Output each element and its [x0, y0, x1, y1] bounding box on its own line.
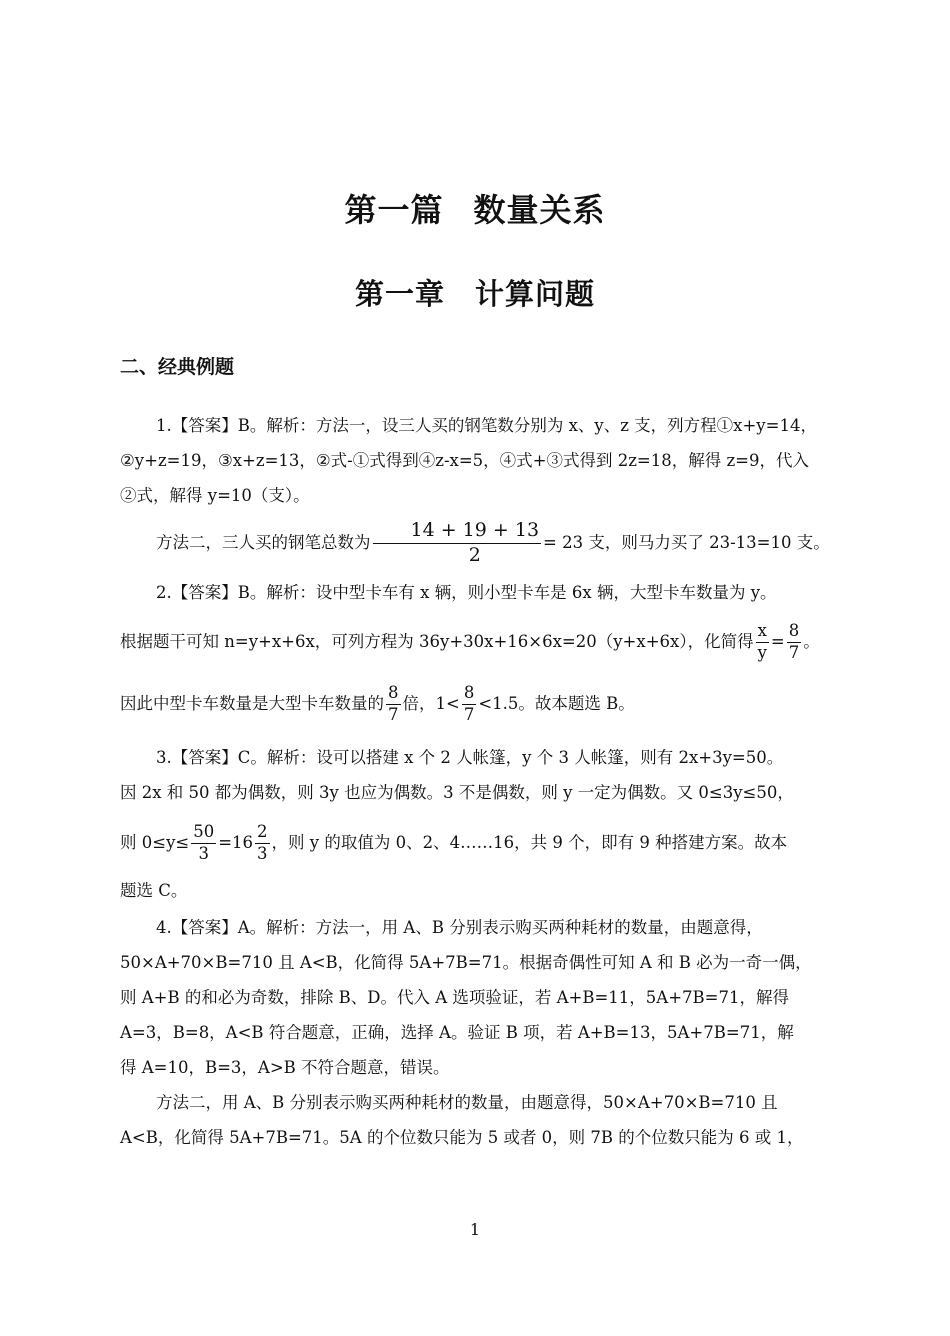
fraction-denominator: 2 — [468, 544, 481, 566]
q4-line-1: 4.【答案】A。解析：方法一，用 A、B 分别表示购买两种耗材的数量，由题意得， — [156, 918, 763, 937]
question-3 — [120, 740, 832, 810]
q2-fraction-ratio — [386, 683, 401, 725]
period: 。 — [803, 632, 820, 651]
fraction-denominator: 7 — [788, 643, 800, 662]
part-title: 第一篇 数量关系 — [344, 191, 606, 229]
fraction-denominator: 3 — [257, 844, 268, 863]
fraction-denominator: 7 — [388, 705, 399, 724]
fraction-numerator: 50 — [191, 822, 216, 844]
fraction-denominator: y — [757, 643, 767, 662]
q1-m2-result: = 23 支，则马力买了 23-13=10 支。 — [543, 533, 830, 552]
q4-line-2: 50×A+70×B=710 且 A<B，化简得 5A+7B=71。根据奇偶性可知 A 和 B 必为一奇一偶， — [120, 953, 812, 972]
q1-line-1: 1.【答案】B。解析：方法一，设三人买的钢笔数分别为 x、y、z 支，列方程①x+y=14， — [156, 416, 817, 435]
question-2 — [120, 575, 832, 610]
question-4 — [120, 910, 832, 1155]
equals-sign: = — [770, 632, 785, 651]
fraction-denominator: 3 — [198, 844, 209, 863]
q3-line-4: 题选 C。 — [120, 881, 188, 900]
q4-method-2-line-2: A<B，化简得 5A+7B=71。5A 的个位数只能为 5 或者 0，则 7B 的个位数只能为 6 或 1， — [120, 1128, 804, 1147]
q3-line-2: 因 2x 和 50 都为偶数，则 3y 也应为偶数。3 不是偶数，则 y 一定为偶数。又 0≤3y≤50， — [120, 783, 794, 802]
q2-fraction-xy — [756, 621, 769, 663]
q2-fraction-bound — [462, 683, 477, 725]
fraction-numerator: 2 — [255, 822, 270, 844]
q4-line-3: 则 A+B 的和必为奇数，排除 B、D。代入 A 选项验证，若 A+B=11，5A+7B=71，解得 — [120, 988, 789, 1007]
question-2-cont — [120, 611, 832, 735]
q3-fraction-50-3 — [191, 822, 216, 864]
q4-line-4: A=3，B=8，A<B 符合题意，正确，选择 A。验证 B 项，若 A+B=13，5A+7B=71，解 — [120, 1023, 794, 1042]
section-heading: 二、经典例题 — [120, 356, 235, 378]
fraction-numerator: 14 + 19 + 13 — [373, 519, 542, 544]
chapter-title: 第一章 计算问题 — [354, 277, 596, 311]
fraction-denominator: 7 — [463, 705, 475, 724]
q4-method-2-line-1: 方法二，用 A、B 分别表示购买两种耗材的数量，由题意得，50×A+70×B=710 且 — [156, 1093, 778, 1112]
q3-line-3-mid: =16 — [218, 833, 254, 852]
question-3-cont — [120, 812, 832, 874]
q2-fraction-8-7 — [787, 621, 802, 663]
q1-line-2: ②y+z=19，③x+z=13，②式-①式得到④z-x=5，④式+③式得到 2z=18，解得 z=9，代入 — [120, 451, 809, 470]
question-3-end — [120, 873, 832, 908]
q3-fraction-2-3 — [255, 822, 270, 864]
q1-m2-text: 方法二，三人买的钢笔总数为 — [156, 533, 371, 552]
fraction-numerator: 8 — [787, 621, 802, 643]
q2-line-3-mid: 倍，1< — [402, 694, 460, 713]
q3-line-3: 则 0≤y≤ — [120, 833, 190, 852]
q3-line-1: 3.【答案】C。解析：设可以搭建 x 个 2 人帐篷，y 个 3 人帐篷，则有 2x+3y=50。 — [156, 748, 784, 767]
q4-line-5: 得 A=10，B=3，A>B 不符合题意，错误。 — [120, 1058, 450, 1077]
q2-line-3-end: <1.5。故本题选 B。 — [478, 694, 635, 713]
fraction-numerator: 8 — [386, 683, 401, 705]
fraction-numerator: 8 — [462, 683, 477, 705]
fraction-numerator: x — [756, 621, 769, 643]
q1-line-3: ②式，解得 y=10（支）。 — [120, 486, 310, 505]
question-1-method-2 — [120, 515, 832, 571]
q3-line-3-end: ，则 y 的取值为 0、2、4……16，共 9 个，即有 9 种搭建方案。故本 — [271, 833, 788, 852]
question-1 — [120, 408, 832, 513]
page-number: 1 — [469, 1220, 481, 1239]
q1-fraction — [373, 519, 542, 568]
q2-line-2: 根据题干可知 n=y+x+6x，可列方程为 36y+30x+16×6x=20（y+x+6x），化简得 — [120, 632, 754, 651]
q2-line-3: 因此中型卡车数量是大型卡车数量的 — [120, 694, 384, 713]
q2-line-1: 2.【答案】B。解析：设中型卡车有 x 辆，则小型卡车是 6x 辆，大型卡车数量为 y。 — [156, 583, 777, 602]
